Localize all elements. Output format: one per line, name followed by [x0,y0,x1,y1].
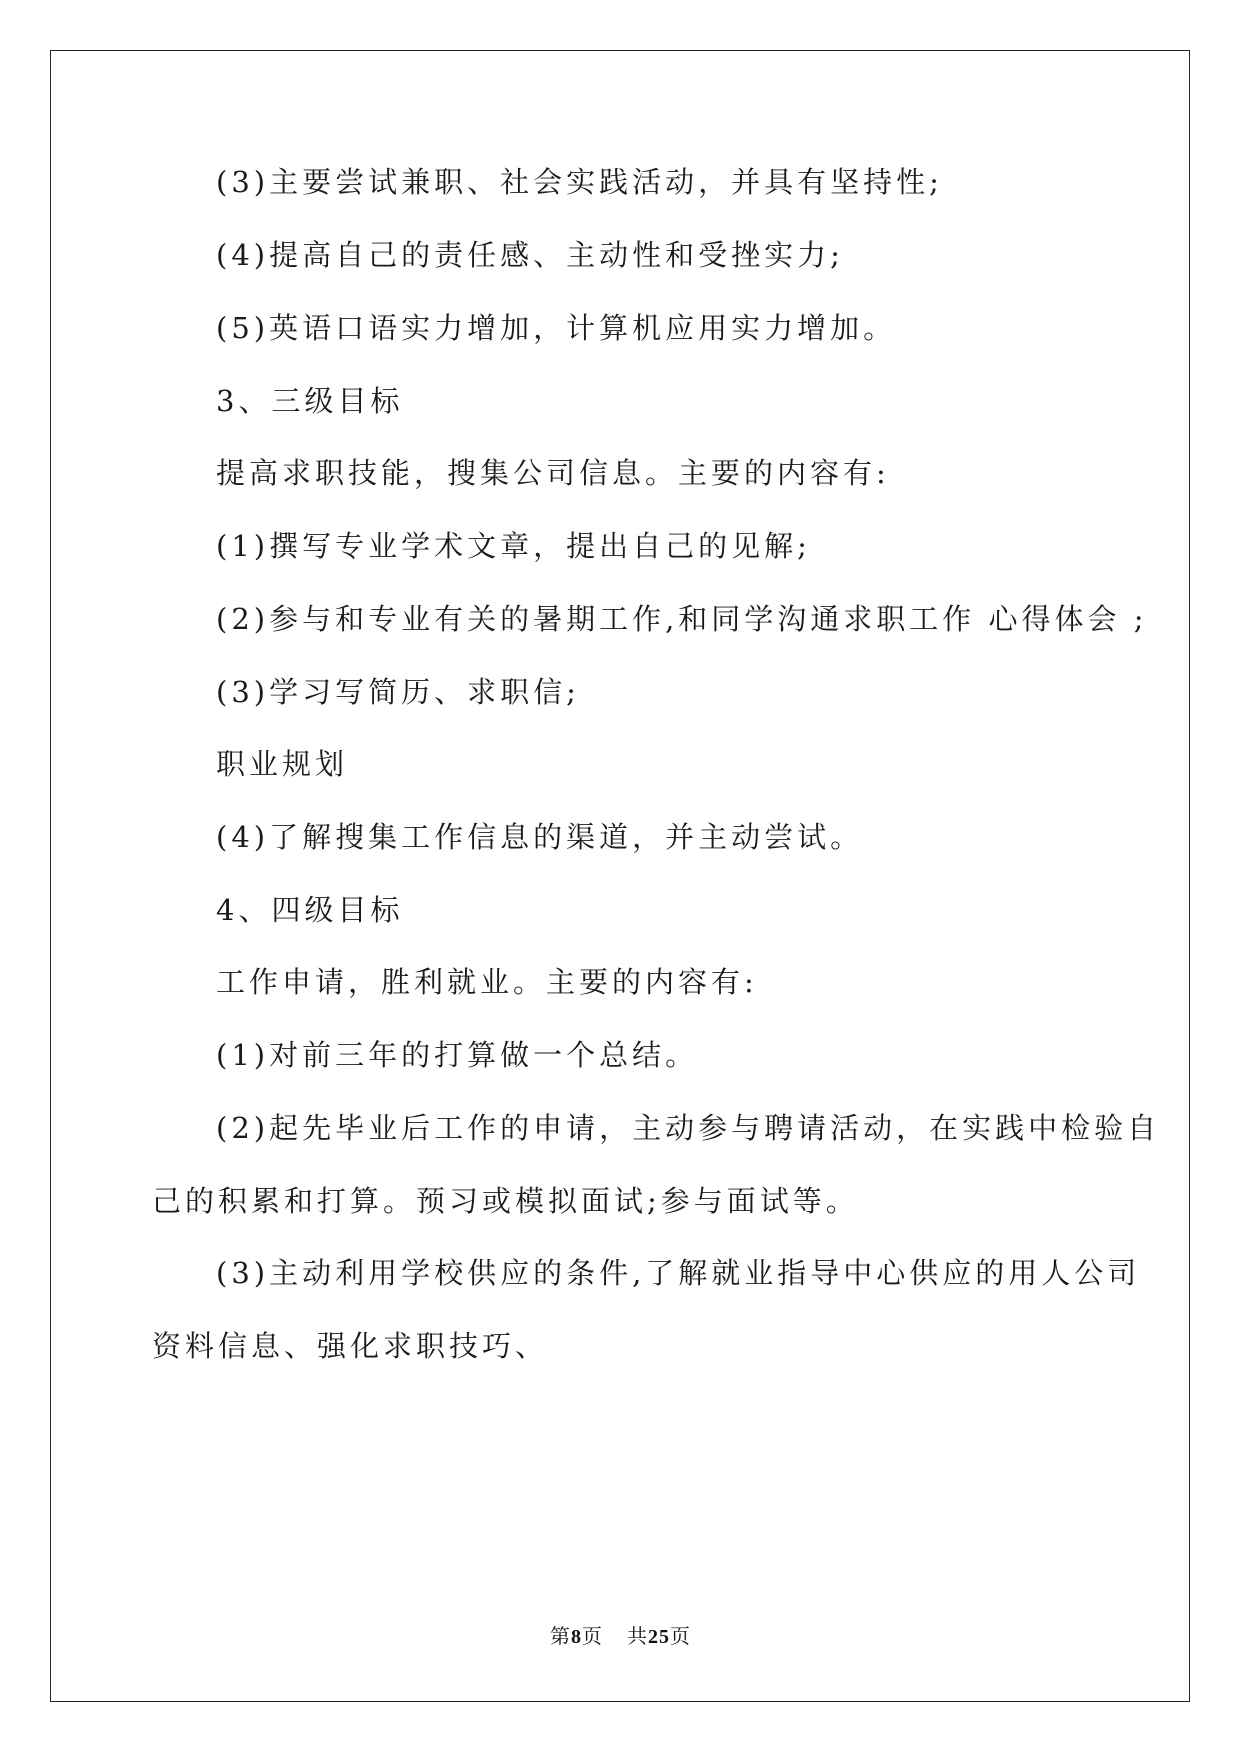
paragraph: (3)主要尝试兼职、社会实践活动，并具有坚持性; [216,165,943,199]
total-pages-number: 25 [648,1626,670,1648]
paragraph: (5)英语口语实力增加，计算机应用实力增加。 [216,311,897,345]
footer-suffix: 页 [670,1626,691,1648]
paragraph: 工作申请，胜利就业。主要的内容有: [216,965,758,999]
paragraph: (3)学习写简历、求职信; [216,675,580,709]
paragraph: 提高求职技能，搜集公司信息。主要的内容有: [216,456,890,490]
paragraph-continuation: 资料信息、强化求职技巧、 [152,1329,549,1363]
paragraph: (1)对前三年的打算做一个总结。 [216,1038,699,1072]
section-heading: 4、四级目标 [216,893,404,927]
paragraph-continuation: 己的积累和打算。预习或模拟面试;参与面试等。 [152,1184,859,1218]
section-heading: 3、三级目标 [216,384,404,418]
footer-prefix: 第 [550,1626,571,1648]
footer-middle: 页 共 [582,1626,648,1648]
page-border [50,50,1190,1702]
current-page-number: 8 [571,1626,582,1648]
page-footer [0,1620,1241,1649]
paragraph: (1)撰写专业学术文章，提出自己的见解; [216,529,811,563]
paragraph: (2)参与和专业有关的暑期工作,和同学沟通求职工作 心得体会 ; [216,602,1148,636]
paragraph: (4)了解搜集工作信息的渠道，并主动尝试。 [216,820,864,854]
paragraph: (2)起先毕业后工作的申请，主动参与聘请活动，在实践中检验自 [216,1111,1161,1145]
paragraph: 职业规划 [216,747,349,781]
paragraph: (4)提高自己的责任感、主动性和受挫实力; [216,238,844,272]
paragraph: (3)主动利用学校供应的条件,了解就业指导中心供应的用人公司 [216,1256,1141,1290]
